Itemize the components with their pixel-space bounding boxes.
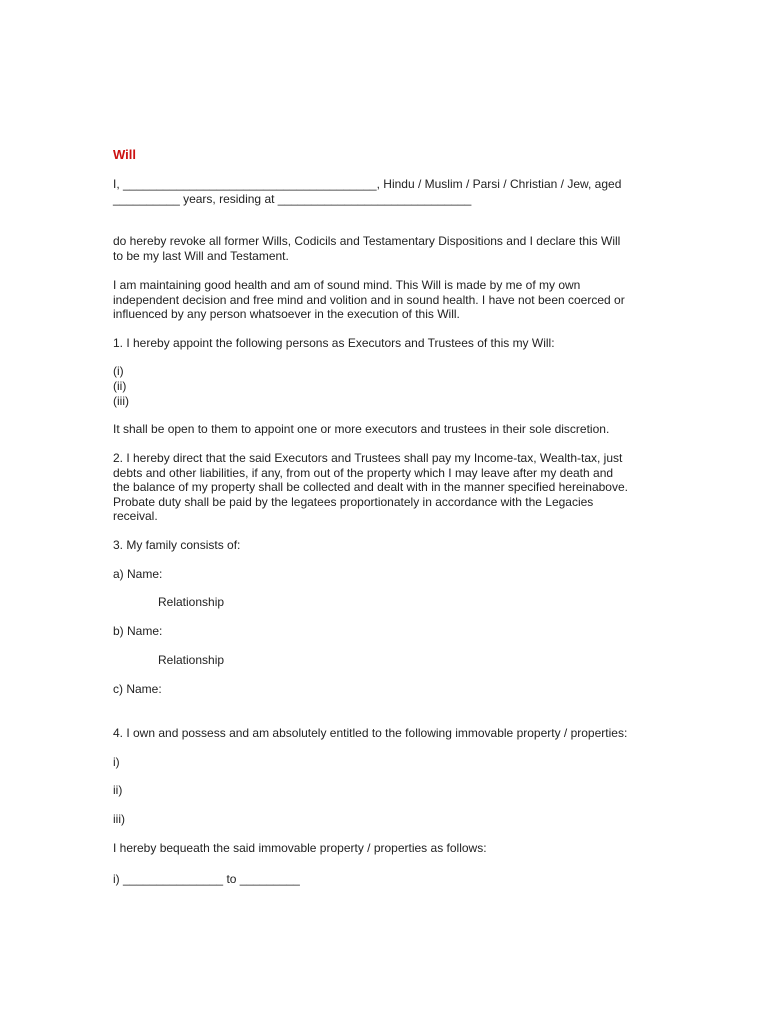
intro-paragraph: I, ______________________________________, Hindu / Muslim / Parsi / Christian / Jew, aged __________ years, residing at _____________________________	[113, 177, 622, 206]
family-member-b-name: b) Name:	[113, 624, 163, 638]
clause-3-family: 3. My family consists of:	[113, 538, 241, 552]
executor-item-2: (ii)	[113, 379, 127, 393]
executor-item-3: (iii)	[113, 394, 129, 408]
family-member-b-relationship: Relationship	[158, 653, 225, 667]
discretion-paragraph: It shall be open to them to appoint one or more executors and trustees in their sole discretion.	[113, 422, 610, 436]
clause-2-liabilities: 2. I hereby direct that the said Executors and Trustees shall pay my Income-tax, Wealth-tax, just debts and other liabilities, if any, from out of the property which I may leave after my death and the balance of my property shall be collected and dealt with in the manner specified hereinabove. Probate duty shall be paid by the legatees proportionately in accordance with the Legacies receival.	[113, 451, 628, 523]
bequeath-paragraph: I hereby bequeath the said immovable property / properties as follows:	[113, 841, 487, 855]
executor-item-1: (i)	[113, 364, 124, 378]
family-member-a-relationship: Relationship	[158, 595, 225, 609]
property-item-2: ii)	[113, 783, 123, 797]
health-declaration-paragraph: I am maintaining good health and am of sound mind. This Will is made by me of my own independent decision and free mind and volition and in sound health. I have not been coerced or influenced by any person whatsoever in the execution of this Will.	[113, 278, 625, 321]
family-member-a-name: a) Name:	[113, 567, 163, 581]
bequest-line-1: i) _______________ to _________	[113, 872, 300, 886]
clause-4-property: 4. I own and possess and am absolutely entitled to the following immovable property / properties:	[113, 726, 628, 740]
property-item-1: i)	[113, 755, 120, 769]
property-item-3: iii)	[113, 812, 125, 826]
document-title: Will	[113, 147, 136, 162]
clause-1-executors: 1. I hereby appoint the following persons as Executors and Trustees of this my Will:	[113, 336, 555, 350]
revocation-paragraph: do hereby revoke all former Wills, Codicils and Testamentary Dispositions and I declare this Will to be my last Will and Testament.	[113, 234, 621, 263]
family-member-c-name: c) Name:	[113, 682, 162, 696]
